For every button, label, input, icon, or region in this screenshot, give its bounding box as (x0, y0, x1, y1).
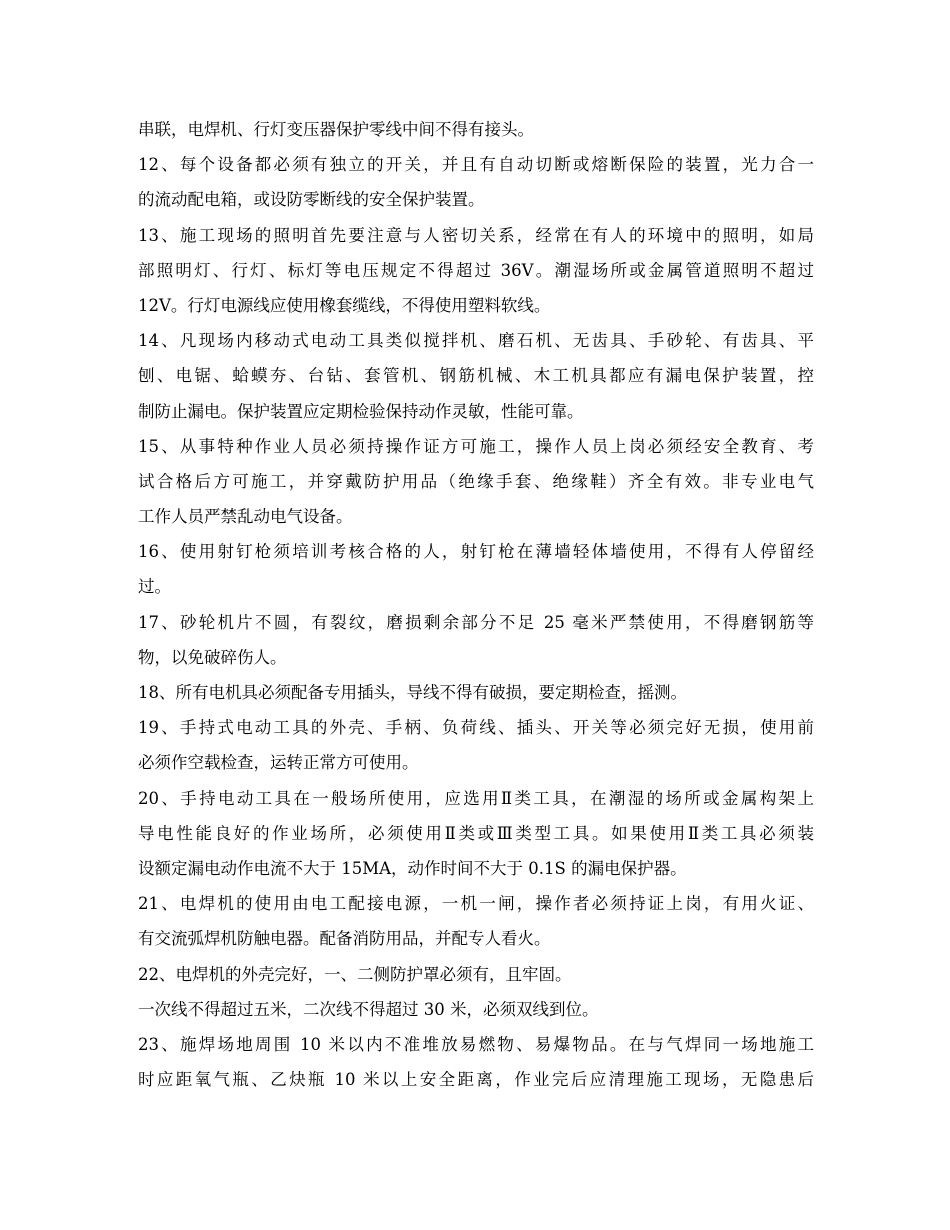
text-line: 18、所有电机具必须配备专用插头，导线不得有破损，要定期检查，摇测。 (138, 683, 687, 702)
text-line: 导电性能良好的作业场所，必须使用Ⅱ类或Ⅲ类型工具。如果使用Ⅱ类工具必须装 (138, 823, 814, 843)
text-line: 一次线不得超过五米，二次线不得超过 30 米，必须双线到位。 (138, 999, 599, 1019)
text-line: 时应距氧气瓶、乙炔瓶 10 米以上安全距离，作业完后应清理施工现场，无隐患后 (138, 1070, 814, 1090)
text-line: 串联，电焊机、行灯变压器保护零线中间不得有接头。 (138, 120, 534, 139)
text-line: 物，以免破碎伤人。 (138, 647, 287, 667)
text-line: 制防止漏电。保护装置应定期检验保持动作灵敏，性能可靠。 (138, 401, 584, 421)
text-line: 设额定漏电动作电流不大于 15MA，动作时间不大于 0.1S 的漏电保护器。 (138, 858, 687, 878)
text-line: 16、使用射钉枪须培训考核合格的人，射钉枪在薄墙轻体墙使用，不得有人停留经 (138, 542, 814, 562)
text-line: 刨、电锯、蛤蟆夯、台钻、套管机、钢筋机械、木工机具都应有漏电保护装置，控 (138, 366, 814, 386)
text-line: 有交流弧焊机防触电器。配备消防用品，并配专人看火。 (138, 929, 551, 949)
text-line: 15、从事特种作业人员必须持操作证方可施工，操作人员上岗必须经安全教育、考 (138, 436, 814, 456)
text-line: 工作人员严禁乱动电气设备。 (138, 507, 353, 527)
document-body (138, 114, 814, 1099)
text-line: 21、电焊机的使用由电工配接电源，一机一闸，操作者必须持证上岗，有用火证、 (138, 894, 814, 914)
text-line: 23、施焊场地周围 10 米以内不准堆放易燃物、易爆物品。在与气焊同一场地施工 (138, 1034, 814, 1054)
text-line: 13、施工现场的照明首先要注意与人密切关系，经常在有人的环境中的照明，如局 (138, 225, 814, 245)
text-line: 12、每个设备都必须有独立的开关，并且有自动切断或熔断保险的装置，光力合一 (138, 155, 814, 175)
text-line: 12V。行灯电源线应使用橡套缆线，不得使用塑料软线。 (138, 295, 551, 315)
text-line: 必须作空载检查，运转正常方可使用。 (138, 753, 419, 773)
text-line: 19、手持式电动工具的外壳、手柄、负荷线、插头、开关等必须完好无损，使用前 (138, 718, 814, 738)
text-line: 14、凡现场内移动式电动工具类似搅拌机、磨石机、无齿具、手砂轮、有齿具、平 (138, 331, 814, 351)
text-line: 过。 (138, 577, 171, 597)
text-line: 20、手持电动工具在一般场所使用，应选用Ⅱ类工具，在潮湿的场所或金属构架上 (138, 788, 814, 808)
text-line: 试合格后方可施工，并穿戴防护用品（绝缘手套、绝缘鞋）齐全有效。非专业电气 (138, 471, 814, 491)
text-line: 部照明灯、行灯、标灯等电压规定不得超过 36V。潮湿场所或金属管道照明不超过 (138, 260, 814, 280)
text-line: 17、砂轮机片不圆，有裂纹，磨损剩余部分不足 25 毫米严禁使用，不得磨钢筋等 (138, 612, 814, 632)
text-line: 的流动配电箱，或设防零断线的安全保护装置。 (138, 190, 485, 210)
text-line: 22、电焊机的外壳完好，一、二侧防护罩必须有，且牢固。 (138, 964, 572, 984)
